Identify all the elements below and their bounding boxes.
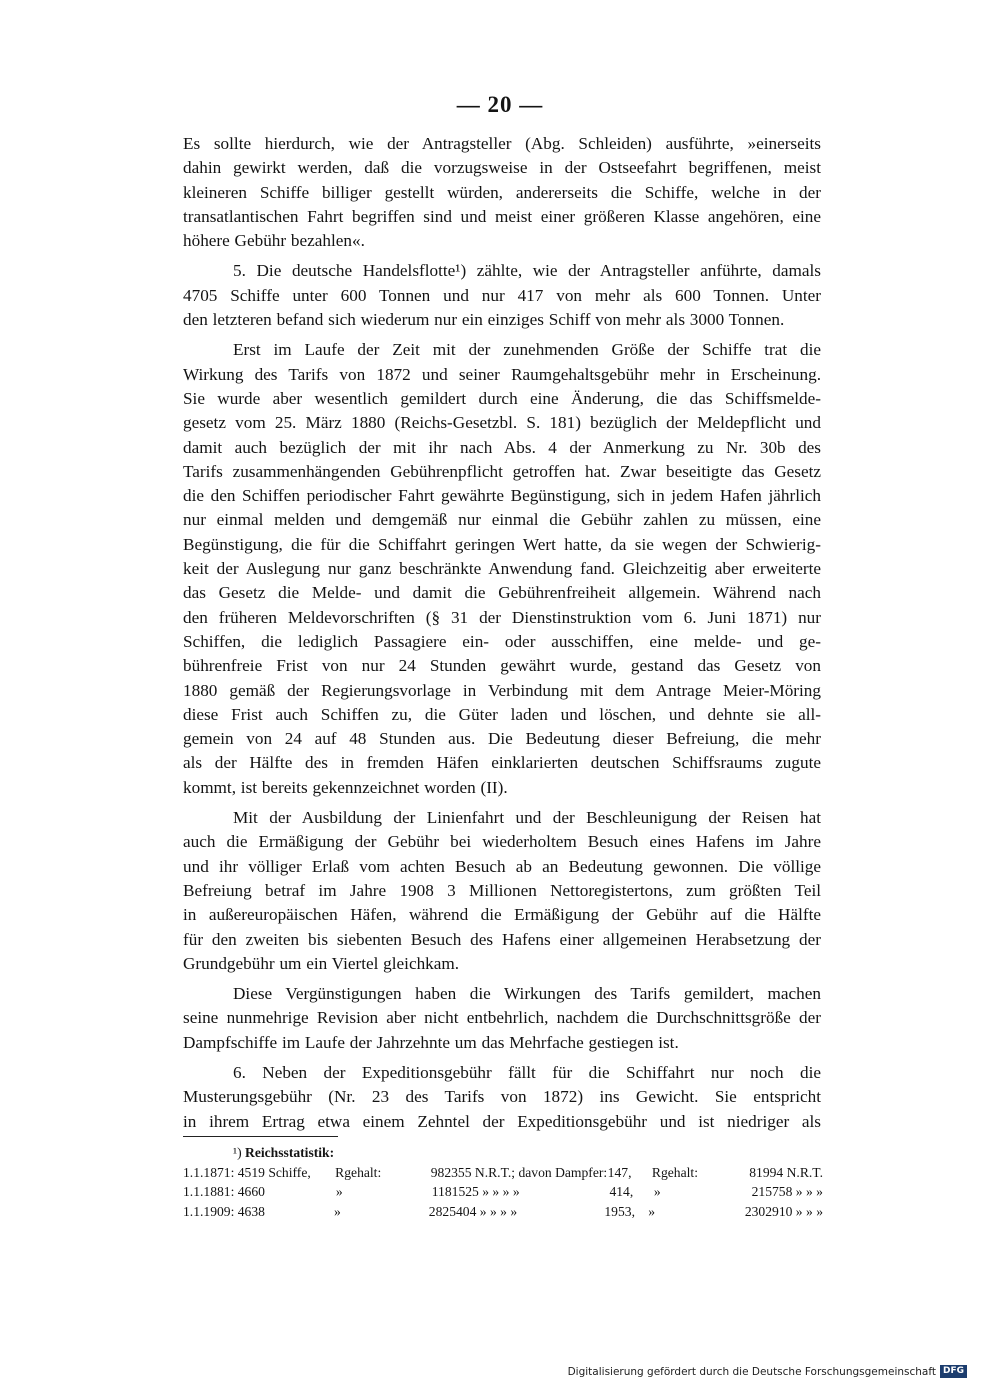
text-line: Es sollte hierdurch, wie der Antragsteller (Abg. Schleiden) ausführte, »einerseits <box>183 134 821 153</box>
footnote-cell: 2302910 » » » <box>744 1203 823 1219</box>
footnote-cell: 1953, <box>604 1203 635 1219</box>
text-line: kommt, ist bereits gekennzeichnet worden (II). <box>183 777 508 797</box>
text-line: Diese Vergünstigungen haben die Wirkungen des Tarifs gemildert, machen <box>233 984 821 1004</box>
text-line: Schiffen, die lediglich Passagiere ein- oder ausschiffen, eine melde- und ge- <box>183 631 821 651</box>
text-line: gesetz vom 25. März 1880 (Reichs-Gesetzbl. S. 181) bezüglich der Meldepflicht und <box>183 413 821 433</box>
digitization-credit <box>568 1365 967 1378</box>
text-line: Tarifs zusammenhängenden Gebührenpflicht getroffen hat. Zwar beseitigte das Gesetz <box>183 461 821 481</box>
text-line: und ihr völliger Erlaß vom achten Besuch ab an Bedeutung gewonnen. Die völlige <box>183 856 821 876</box>
footnote-cell: 1.1.1881: 4660 <box>183 1184 265 1200</box>
footnote-cell: Rgehalt: <box>335 1164 382 1180</box>
text-line: Dampfschiffe im Laufe der Jahrzehnte um das Mehrfache gestiegen ist. <box>183 1032 679 1052</box>
text-line: Musterungsgebühr (Nr. 23 des Tarifs von 1872) ins Gewicht. Sie entspricht <box>183 1087 821 1107</box>
text-line: damit auch bezüglich der mit ihr nach Abs. 4 der Anmerkung zu Nr. 30b des <box>183 437 821 457</box>
text-line: in ihrem Ertrag etwa einem Zehntel der Expeditionsgebühr und ist niedriger als <box>183 1111 821 1131</box>
text-line: 1880 gemäß der Regierungsvorlage in Verbindung mit dem Antrage Meier-Möring <box>183 680 821 700</box>
footnote-heading <box>183 1143 823 1163</box>
footnote-cell: 982355 N.R.T.; davon Dampfer: <box>430 1164 608 1180</box>
text-line: als der Hälfte des in fremden Häfen einklarierten deutschen Schiffsraums zugute <box>183 753 821 773</box>
footnote-divider <box>183 1136 338 1137</box>
text-line: keit der Auslegung nur ganz beschränkte Anwendung fand. Gleichzeitig aber erweiterte <box>183 559 821 579</box>
paragraph-5 <box>183 982 821 1055</box>
footnote-cell: 81994 N.R.T. <box>749 1164 823 1180</box>
text-line: Wirkung des Tarifs von 1872 und seiner Raumgehaltsgebühr mehr in Erscheinung. <box>183 364 821 384</box>
footnote-section <box>183 1143 823 1221</box>
paragraph-2 <box>183 259 821 332</box>
paragraph-6 <box>183 1061 821 1134</box>
footnote-row <box>183 1163 823 1183</box>
main-text <box>183 132 821 1134</box>
text-line: bührenfreie Frist von nur 24 Stunden gewährt wurde, gestand das Gesetz von <box>183 656 821 676</box>
text-line: gemein von 24 auf 48 Stunden aus. Die Bedeutung dieser Befreiung, die mehr <box>183 729 821 749</box>
text-line: Erst im Laufe der Zeit mit der zunehmenden Größe der Schiffe trat die <box>233 340 821 360</box>
paragraph-3 <box>183 338 821 800</box>
text-line: in außereuropäischen Häfen, während die Ermäßigung der Gebühr auf die Hälfte <box>183 905 821 925</box>
text-line: Begünstigung, die für die Schiffahrt geringen Wert hatte, da sie wegen der Schwierig- <box>183 534 821 554</box>
paragraph-4 <box>183 806 821 976</box>
text-line: den früheren Meldevorschriften (§ 31 der Dienstinstruktion vom 6. Juni 1871) nur <box>183 607 821 627</box>
page-number: — 20 — <box>456 92 544 117</box>
text-line: 6. Neben der Expeditionsgebühr fällt für die Schiffahrt nur noch die <box>233 1062 821 1082</box>
footnote-cell: 1.1.1909: 4638 <box>183 1203 265 1219</box>
text-line: das Gesetz die Melde- und damit die Gebührenfreiheit allgemein. Während nach <box>183 583 821 603</box>
text-line: 5. Die deutsche Handelsflotte¹) zählte, wie der Antragsteller anführte, damals <box>233 261 821 281</box>
text-line: höhere Gebühr bezahlen«. <box>183 231 365 251</box>
credit-text: Digitalisierung gefördert durch die Deutsche Forschungsgemeinschaft <box>567 1365 936 1378</box>
footnote-cell: 2825404 » » » » <box>428 1203 518 1219</box>
text-line: Befreiung betraf im Jahre 1908 3 Millionen Nettoregistertons, zum größten Teil <box>183 880 821 900</box>
paragraph-1 <box>183 132 821 253</box>
text-line: diese Frist auch Schiffen zu, die Güter laden und löschen, und dehnte sie all- <box>183 704 821 724</box>
text-line: Sie wurde aber wesentlich gemildert durch eine Änderung, die das Schiffsmelde- <box>183 388 821 408</box>
footnote-cell: 215758 » » » <box>751 1184 823 1200</box>
footnote-cell: 414, <box>609 1184 634 1200</box>
footnote-row <box>183 1202 823 1222</box>
text-line: auch die Ermäßigung der Gebühr bei wiederholtem Besuch eines Hafens im Jahre <box>183 832 821 852</box>
footnote-cell: 1181525 » » » » <box>431 1184 520 1200</box>
text-line: transatlantischen Fahrt begriffen sind und meist einer größeren Klasse angehören, eine <box>183 206 821 226</box>
text-line: 4705 Schiffe unter 600 Tonnen und nur 417 von mehr als 600 Tonnen. Unter <box>183 285 821 305</box>
footnote-marker: ¹) <box>233 1145 242 1160</box>
text-line: den letzteren befand sich wiederum nur ein einziges Schiff von mehr als 3000 Tonnen. <box>183 310 785 330</box>
text-line: Grundgebühr um ein Viertel gleichkam. <box>183 953 460 973</box>
text-line: für den zweiten bis siebenten Besuch des Hafens einer allgemeinen Herabsetzung der <box>183 929 821 949</box>
text-line: dahin gewirkt werden, daß die vorzugsweise in der Ostseefahrt begriffenen, meist <box>183 158 821 178</box>
dfg-logo-icon: DFG <box>940 1365 967 1378</box>
text-line: die den Schiffen periodischer Fahrt gewährte Begünstigung, sich in jedem Hafen jährlich <box>183 486 821 506</box>
footnote-cell: » <box>333 1203 341 1219</box>
footnote-cell: » <box>335 1184 343 1200</box>
footnote-cell: Rgehalt: <box>651 1164 698 1180</box>
footnote-cell: 1.1.1871: 4519 Schiffe, <box>183 1164 311 1180</box>
footnote-cell: » <box>648 1203 656 1219</box>
footnote-title: Reichsstatistik: <box>245 1145 335 1160</box>
text-line: kleineren Schiffe billiger gestellt würden, andererseits die Schiffe, welche in der <box>183 182 821 202</box>
footnote-cell: » <box>653 1184 661 1200</box>
footnote-cell: 147, <box>607 1164 632 1180</box>
text-line: nur einmal melden und demgemäß nur einmal die Gebühr zahlen zu müssen, eine <box>183 510 821 530</box>
footnote-row <box>183 1182 823 1202</box>
text-line: seine nunmehrige Revision aber nicht entbehrlich, nachdem die Durchschnittsgröße der <box>183 1008 821 1028</box>
text-line: Mit der Ausbildung der Linienfahrt und der Beschleunigung der Reisen hat <box>233 808 821 828</box>
